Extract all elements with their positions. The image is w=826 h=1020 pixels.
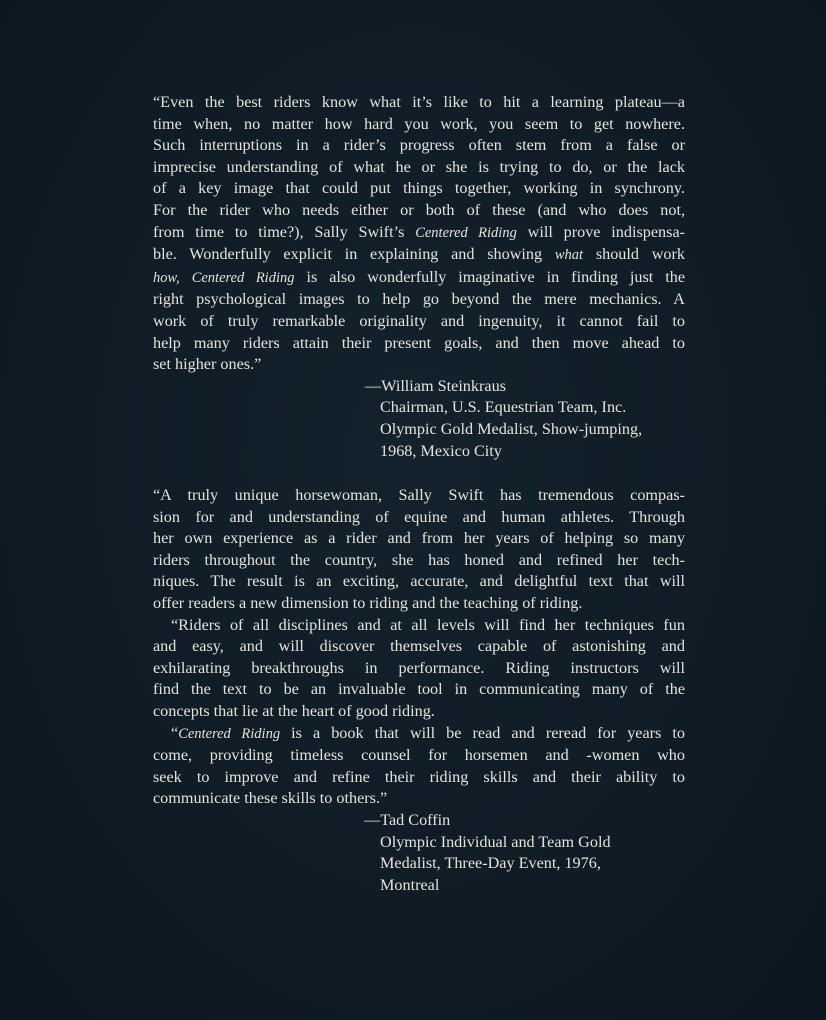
quote-line: of a key image that could put things together, working in synchrony. bbox=[153, 179, 685, 198]
quote-line: imprecise understanding of what he or she is trying to do, or the lack bbox=[153, 157, 685, 176]
quote-line: riders throughout the country, she has honed and refined her tech- bbox=[153, 550, 685, 569]
quote-line: set higher ones.” bbox=[153, 355, 262, 374]
quote-fragment: is a book that will be read and reread for years to bbox=[291, 723, 685, 742]
quote-line: niques. The result is an exciting, accurate, and delightful text that will bbox=[153, 572, 685, 591]
quote-line: communicate these skills to others.” bbox=[153, 789, 388, 808]
quote-block-steinkraus bbox=[153, 92, 685, 462]
quote-line: “Riders of all disciplines and at all levels will find her techniques fun bbox=[171, 615, 685, 634]
quote-line: For the rider who needs either or both of these (and who does not, bbox=[153, 200, 685, 219]
attribution bbox=[365, 376, 685, 462]
quote-line bbox=[153, 723, 685, 746]
quote-line: and easy, and will discover themselves capable of astonishing and bbox=[153, 637, 685, 656]
quote-fragment: is also wonderfully imaginative in finding just the bbox=[306, 267, 686, 286]
quote-line: offer readers a new dimension to riding and the teaching of riding. bbox=[153, 593, 583, 612]
book-title: Centered Riding bbox=[178, 725, 281, 742]
quote-fragment: ble. Wonderfully explicit in explaining and showing bbox=[153, 245, 543, 264]
quote-line: come, providing timeless counsel for horsemen and -women who bbox=[153, 746, 685, 765]
quote-fragment: from time to time?), Sally Swift’s bbox=[153, 222, 405, 241]
attribution-title: Olympic Individual and Team Gold bbox=[380, 832, 611, 851]
quote-line: work of truly remarkable originality and ingenuity, it cannot fail to bbox=[153, 311, 685, 330]
quote-fragment: will prove indispensa- bbox=[527, 222, 686, 241]
quote-line: Such interruptions in a rider’s progress often stem from a false or bbox=[153, 136, 685, 155]
quote-line: find the text to be an invaluable tool in communicating many of the bbox=[153, 680, 685, 699]
quote-fragment: “ bbox=[171, 723, 179, 742]
attribution-title: Montreal bbox=[380, 875, 440, 894]
quote-line: help many riders attain their present goals, and then move ahead to bbox=[153, 333, 685, 352]
book-title: Centered Riding bbox=[415, 224, 517, 241]
quote-line bbox=[153, 267, 685, 290]
quote-fragment: should work bbox=[595, 245, 685, 264]
emphasis-what: what bbox=[554, 247, 584, 264]
quote-line: her own experience as a rider and from her years of helping so many bbox=[153, 529, 685, 548]
book-title: Centered Riding bbox=[191, 269, 295, 286]
quote-line: “A truly unique horsewoman, Sally Swift has tremendous compas- bbox=[153, 486, 685, 504]
attribution-name: —William Steinkraus bbox=[365, 376, 506, 395]
quote-line: concepts that lie at the heart of good riding. bbox=[153, 701, 435, 720]
quote-line: seek to improve and refine their riding skills and their ability to bbox=[153, 767, 685, 786]
quote-block-coffin bbox=[153, 485, 685, 896]
attribution-title: Medalist, Three-Day Event, 1976, bbox=[380, 854, 601, 873]
quote-line bbox=[153, 244, 685, 267]
attribution bbox=[364, 810, 685, 896]
quote-line bbox=[153, 222, 685, 245]
attribution-name: —Tad Coffin bbox=[364, 810, 451, 829]
quote-line: time when, no matter how hard you work, you seem to get nowhere. bbox=[153, 114, 685, 133]
emphasis-how: how, bbox=[153, 269, 180, 286]
quote-line: “Even the best riders know what it’s like to hit a learning plateau—a bbox=[153, 93, 685, 111]
quote-text bbox=[153, 92, 685, 376]
attribution-title: 1968, Mexico City bbox=[380, 441, 502, 460]
quote-text bbox=[153, 485, 685, 810]
attribution-title: Olympic Gold Medalist, Show-jumping, bbox=[380, 419, 643, 438]
quote-line: exhilarating breakthroughs in performance. Riding instructors will bbox=[153, 658, 685, 677]
quote-line: sion for and understanding of equine and human athletes. Through bbox=[153, 507, 685, 526]
attribution-title: Chairman, U.S. Equestrian Team, Inc. bbox=[380, 398, 627, 417]
quote-line: right psychological images to help go beyond the mere mechanics. A bbox=[153, 290, 685, 309]
